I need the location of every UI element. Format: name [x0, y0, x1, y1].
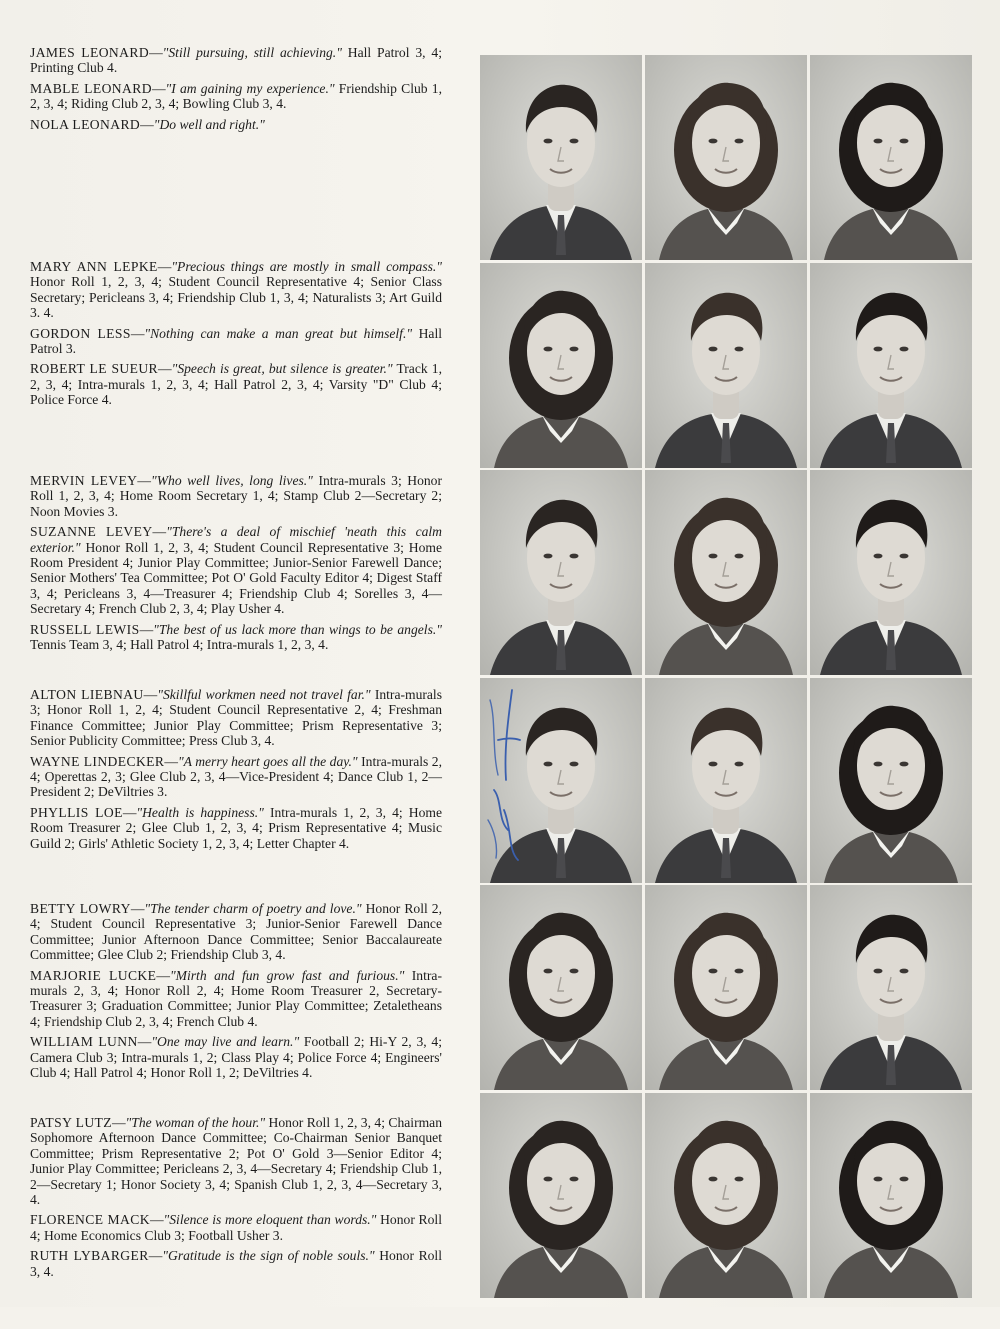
- student-name: RUTH LYBARGER: [30, 1248, 149, 1264]
- student-entry: MARY ANN LEPKE—"Precious things are mostly in small compass." Honor Roll 1, 2, 3, 4; Student Council Representative 4; Senior Class Secretary; Pericleans 3, 4; Friendship Club 1, 3, 4; Naturalists 3; Art Guild 3. 4.: [30, 259, 443, 321]
- student-portrait: [480, 885, 642, 1090]
- portrait-photo-icon: [810, 470, 972, 675]
- student-quote: "One may live and learn.": [151, 1034, 300, 1050]
- student-quote: "Health is happiness.": [136, 804, 264, 820]
- student-activities: Honor Roll 2, 4; Student Council Representative 3; Junior-Senior Farewell Dance Committee; Junior Afternoon Dance Committee; Senior Baccalaureate Committee; Glee Club 2; Friendship Club 3, 4.: [30, 901, 442, 963]
- student-entry: WILLIAM LUNN—"One may live and learn." Football 2; Hi-Y 2, 3, 4; Camera Club 3; Intra-murals 1, 2; Class Play 4; Police Force 4; Engineers' Club 4; Hall Patrol 4; Honor Roll 1, 2; DeViltries 4.: [30, 1034, 442, 1081]
- student-quote: "Precious things are mostly in small compass.": [171, 259, 443, 274]
- student-entry: WAYNE LINDECKER—"A merry heart goes all the day." Intra-murals 2, 4; Operettas 2, 3; Glee Club 2, 3, 4—Vice-President 4; Dance Club 1, 2—President 2; DeViltries 3.: [30, 753, 443, 800]
- student-entry: RUTH LYBARGER—"Gratitude is the sign of noble souls." Honor Roll 3, 4.: [30, 1248, 442, 1279]
- student-portrait: [480, 1093, 642, 1298]
- student-quote: "Do well and right.": [153, 116, 265, 132]
- student-name: ALTON LIEBNAU: [30, 687, 144, 702]
- student-entry: NOLA LEONARD—"Do well and right.": [30, 116, 265, 132]
- student-activities: Honor Roll 1, 2, 3, 4; Student Council Representative 4; Senior Class Secretary; Pericleans 3, 4; Friendship Club 1, 3, 4; Naturalists 3; Art Guild 3. 4.: [30, 274, 442, 321]
- student-name: GORDON LESS: [30, 325, 131, 341]
- student-quote: "Gratitude is the sign of noble souls.": [162, 1248, 375, 1264]
- student-entry: GORDON LESS—"Nothing can make a man great but himself." Hall Patrol 3.: [30, 325, 442, 357]
- portrait-photo-icon: [810, 55, 972, 260]
- student-entry: MABLE LEONARD—"I am gaining my experience." Friendship Club 1, 2, 3, 4; Riding Club 2, 3, 4; Bowling Club 3, 4.: [30, 80, 442, 112]
- portrait-photo-icon: [645, 55, 807, 260]
- student-portrait: [645, 55, 807, 260]
- portrait-photo-icon: [645, 885, 807, 1090]
- entry-group: [30, 473, 442, 687]
- biography-column: [30, 45, 442, 1329]
- portrait-photo-icon: [810, 1093, 972, 1298]
- student-name: MERVIN LEVEY: [30, 473, 138, 488]
- portrait-photo-icon: [645, 470, 807, 675]
- student-portrait: [645, 470, 807, 675]
- student-quote: "Who well lives, long lives.": [151, 473, 313, 488]
- student-entry: SUZANNE LEVEY—"There's a deal of mischief 'neath this calm exterior." Honor Roll 1, 2, 3, 4; Student Council Representative 3; Home Room President 4; Junior Play Committee; Junior-Senior Farewell Dance; Senior Mothers' Tea Committee; Pot O' Gold Faculty Editor 4; Digest Staff 3, 4; Pericleans 3, 4—Treasurer 4; Friendship Club 4; Sorelles 3, 4—Secretary 4; French Club 2, 3, 4; Play Usher 4.: [30, 524, 442, 617]
- student-portrait: [480, 263, 642, 468]
- student-name: RUSSELL LEWIS: [30, 621, 140, 637]
- portrait-photo-icon: [480, 885, 642, 1090]
- student-quote: "Skillful workmen need not travel far.": [157, 687, 371, 702]
- portrait-photo-icon: [480, 470, 642, 675]
- student-entry: ROBERT LE SUEUR—"Speech is great, but silence is greater." Track 1, 2, 3, 4; Intra-murals 1, 2, 3, 4; Hall Patrol 2, 3, 4; Varsity "D" Club 4; Police Force 4.: [30, 361, 442, 408]
- student-portrait: [810, 1093, 972, 1298]
- student-portrait: [810, 55, 972, 260]
- student-name: JAMES LEONARD: [30, 45, 150, 60]
- student-activities: Friendship Club 1, 2, 3, 4; Riding Club 2, 3, 4; Bowling Club 3, 4.: [30, 80, 442, 112]
- portrait-photo-icon: [645, 1093, 807, 1298]
- portrait-photo-icon: [810, 885, 972, 1090]
- student-quote: "The tender charm of poetry and love.": [144, 901, 362, 916]
- student-entry: FLORENCE MACK—"Silence is more eloquent than words." Honor Roll 4; Home Economics Club 3; Football Usher 3.: [30, 1212, 442, 1243]
- student-activities: Hall Patrol 3, 4; Printing Club 4.: [30, 45, 442, 76]
- student-name: NOLA LEONARD: [30, 116, 141, 132]
- student-activities: Honor Roll 4; Home Economics Club 3; Football Usher 3.: [30, 1212, 442, 1243]
- student-name: MARJORIE LUCKE: [30, 967, 157, 983]
- student-name: BETTY LOWRY: [30, 901, 131, 916]
- student-portrait: [480, 470, 642, 675]
- portrait-photo-icon: [480, 55, 642, 260]
- entry-group: [30, 687, 442, 901]
- student-name: WAYNE LINDECKER: [30, 753, 165, 769]
- portrait-photo-icon: [645, 678, 807, 883]
- student-activities: Honor Roll 1, 2, 3, 4; Chairman Sophomore Afternoon Dance Committee; Co-Chairman Senior Banquet Committee; Prism Representative 2; Pot O' Gold 3—Senior Editor 4; Junior Play Committee; Pericleans 2, 3, 4—Secretary 4; Friendship Club 1, 2—Secretary 1; Honor Society 3, 4; Spanish Club 1, 2, 3, 4—Secretary 3, 4.: [30, 1115, 442, 1208]
- student-portrait: [645, 678, 807, 883]
- student-activities: Honor Roll 1, 2, 3, 4; Student Council Representative 3; Home Room President 4; Junior Play Committee; Junior-Senior Farewell Dance; Senior Mothers' Tea Committee; Pot O' Gold Faculty Editor 4; Digest Staff 3, 4; Pericleans 3, 4—Treasurer 4; Friendship Club 4; Sorelles 3, 4—Secretary 4; French Club 2, 3, 4; Play Usher 4.: [30, 539, 442, 617]
- student-activities: Intra-murals 1, 2, 3, 4; Home Room Treasurer 2; Glee Club 1, 2, 3, 4; Prism Representative 4; Music Guild 2; Girls' Athletic Society 1, 2, 3, 4; Letter Chapter 4.: [30, 804, 442, 851]
- student-quote: "There's a deal of mischief 'neath this calm exterior.": [30, 524, 442, 555]
- student-quote: "Nothing can make a man great but himself.": [144, 325, 413, 341]
- student-quote: "Mirth and fun grow fast and furious.": [169, 967, 405, 983]
- portrait-photo-icon: [645, 263, 807, 468]
- student-portrait: [810, 470, 972, 675]
- student-name: FLORENCE MACK: [30, 1212, 150, 1228]
- student-portrait: [810, 678, 972, 883]
- student-portrait: [645, 263, 807, 468]
- student-activities: Intra-murals 3; Honor Roll 1, 2, 3, 4; Home Room Secretary 1, 4; Stamp Club 2—Secretary 2; Noon Movies 3.: [30, 473, 442, 519]
- student-quote: "A merry heart goes all the day.": [177, 753, 358, 769]
- student-activities: Intra-murals 2, 3, 4; Honor Roll 2, 4; Home Room Treasurer 2, Secretary-Treasurer 3; Graduation Committee; Junior Play Committee; Zetaletheans 4; Friendship Club 2, 3, 4; French Club 4.: [30, 967, 442, 1029]
- entry-group: [30, 1115, 442, 1329]
- student-portrait: [810, 885, 972, 1090]
- portrait-photo-icon: [810, 263, 972, 468]
- portrait-photo-icon: [480, 263, 642, 468]
- student-name: PHYLLIS LOE: [30, 804, 123, 820]
- student-quote: "The best of us lack more than wings to be angels.": [153, 621, 442, 637]
- student-activities: Track 1, 2, 3, 4; Intra-murals 1, 2, 3, 4; Hall Patrol 2, 3, 4; Varsity "D" Club 4; Police Force 4.: [30, 361, 442, 408]
- student-entry: JAMES LEONARD—"Still pursuing, still achieving." Hall Patrol 3, 4; Printing Club 4.: [30, 45, 442, 76]
- student-portrait: [480, 55, 642, 260]
- entry-group: [30, 259, 442, 473]
- portrait-grid: [480, 55, 972, 1298]
- student-quote: "Still pursuing, still achieving.": [162, 45, 342, 60]
- entry-group: [30, 901, 442, 1115]
- student-entry: MARJORIE LUCKE—"Mirth and fun grow fast and furious." Intra-murals 2, 3, 4; Honor Roll 2, 4; Home Room Treasurer 2, Secretary-Treasurer 3; Graduation Committee; Junior Play Committee; Zetaletheans 4; Friendship Club 2, 3, 4; French Club 4.: [30, 967, 442, 1029]
- student-quote: "I am gaining my experience.": [165, 80, 335, 96]
- student-portrait: [645, 1093, 807, 1298]
- portrait-photo-icon: [810, 678, 972, 883]
- student-activities: Football 2; Hi-Y 2, 3, 4; Camera Club 3; Intra-murals 1, 2; Class Play 4; Police Force 4; Engineers' Club 4; Hall Patrol 4; Honor Roll 1, 2; DeViltries 4.: [30, 1034, 442, 1081]
- student-activities: Intra-murals 3; Honor Roll 1, 2, 4; Student Council Representative 2, 4; Freshman Finance Committee; Junior Play Committee; Prism Representative 3; Senior Publicity Committee; Press Club 3, 4.: [30, 687, 442, 749]
- portrait-photo-icon: [480, 1093, 642, 1298]
- entry-group: [30, 45, 442, 259]
- student-entry: MERVIN LEVEY—"Who well lives, long lives." Intra-murals 3; Honor Roll 1, 2, 3, 4; Home Room Secretary 1, 4; Stamp Club 2—Secretary 2; Noon Movies 3.: [30, 473, 442, 519]
- student-entry: PATSY LUTZ—"The woman of the hour." Honor Roll 1, 2, 3, 4; Chairman Sophomore Afternoon Dance Committee; Co-Chairman Senior Banquet Committee; Prism Representative 2; Pot O' Gold 3—Senior Editor 4; Junior Play Committee; Pericleans 2, 3, 4—Secretary 4; Friendship Club 1, 2—Secretary 1; Honor Society 3, 4; Spanish Club 1, 2, 3, 4—Secretary 3, 4.: [30, 1115, 442, 1208]
- signature-icon: [468, 680, 538, 870]
- student-quote: "Silence is more eloquent than words.": [163, 1212, 377, 1228]
- student-entry: RUSSELL LEWIS—"The best of us lack more than wings to be angels." Tennis Team 3, 4; Hall Patrol 4; Intra-murals 1, 2, 3, 4.: [30, 621, 442, 653]
- student-activities: Hall Patrol 3.: [30, 325, 442, 357]
- handwritten-signature: [468, 680, 538, 870]
- student-quote: "The woman of the hour.": [125, 1115, 266, 1130]
- student-activities: Tennis Team 3, 4; Hall Patrol 4; Intra-murals 1, 2, 3, 4.: [30, 637, 329, 653]
- student-entry: BETTY LOWRY—"The tender charm of poetry and love." Honor Roll 2, 4; Student Council Representative 3; Junior-Senior Farewell Dance Committee; Junior Afternoon Dance Committee; Senior Baccalaureate Committee; Glee Club 2; Friendship Club 3, 4.: [30, 901, 442, 963]
- student-entry: ALTON LIEBNAU—"Skillful workmen need not travel far." Intra-murals 3; Honor Roll 1, 2, 4; Student Council Representative 2, 4; Freshman Finance Committee; Junior Play Committee; Prism Representative 3; Senior Publicity Committee; Press Club 3, 4.: [30, 687, 442, 749]
- student-activities: Honor Roll 3, 4.: [30, 1248, 442, 1279]
- student-name: MABLE LEONARD: [30, 80, 152, 96]
- student-name: ROBERT LE SUEUR: [30, 361, 159, 377]
- student-quote: "Speech is great, but silence is greater.": [171, 361, 393, 377]
- student-portrait: [810, 263, 972, 468]
- student-portrait: [645, 885, 807, 1090]
- student-name: WILLIAM LUNN: [30, 1034, 138, 1050]
- student-name: SUZANNE LEVEY: [30, 524, 153, 540]
- student-name: PATSY LUTZ: [30, 1115, 112, 1130]
- student-entry: PHYLLIS LOE—"Health is happiness." Intra-murals 1, 2, 3, 4; Home Room Treasurer 2; Glee Club 1, 2, 3, 4; Prism Representative 4; Music Guild 2; Girls' Athletic Society 1, 2, 3, 4; Letter Chapter 4.: [30, 804, 442, 851]
- student-activities: Intra-murals 2, 4; Operettas 2, 3; Glee Club 2, 3, 4—Vice-President 4; Dance Club 1, 2—President 2; DeViltries 3.: [30, 753, 443, 800]
- student-name: MARY ANN LEPKE: [30, 259, 158, 274]
